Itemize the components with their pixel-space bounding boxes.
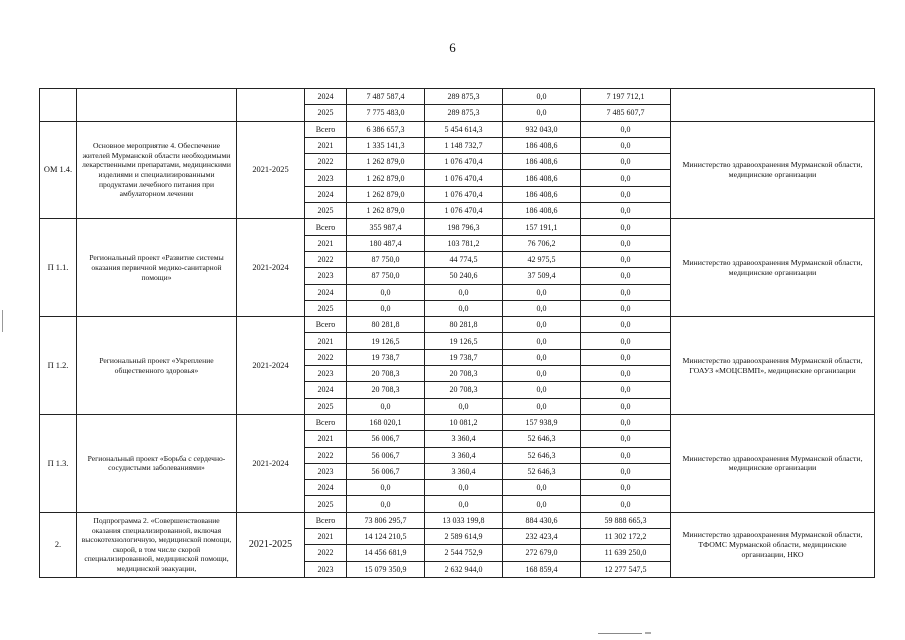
- other-cell: 7 197 712,1: [581, 89, 671, 105]
- table-row: [40, 317, 875, 333]
- total-cell: 355 987,4: [347, 219, 425, 235]
- total-cell: 0,0: [347, 398, 425, 414]
- row-period: 2021-2025: [237, 121, 305, 219]
- federal-cell: 0,0: [425, 496, 503, 512]
- total-cell: 14 124 210,5: [347, 529, 425, 545]
- scan-artifact: [2, 310, 3, 332]
- total-cell: 14 456 681,9: [347, 545, 425, 561]
- row-code: [40, 89, 77, 122]
- regional-cell: 76 706,2: [503, 235, 581, 251]
- year-cell: Всего: [305, 219, 347, 235]
- federal-cell: 198 796,3: [425, 219, 503, 235]
- total-cell: 0,0: [347, 300, 425, 316]
- row-name: Региональный проект «Борьба с сердечно-сосудистыми заболеваниями»: [77, 414, 237, 512]
- other-cell: 0,0: [581, 186, 671, 202]
- regional-cell: 52 646,3: [503, 431, 581, 447]
- total-cell: 1 262 879,0: [347, 154, 425, 170]
- row-code: 2.: [40, 512, 77, 577]
- year-cell: 2021: [305, 529, 347, 545]
- regional-cell: 0,0: [503, 333, 581, 349]
- total-cell: 19 738,7: [347, 349, 425, 365]
- regional-cell: 232 423,4: [503, 529, 581, 545]
- row-period: 2021-2024: [237, 219, 305, 317]
- year-cell: 2022: [305, 447, 347, 463]
- federal-cell: 1 076 470,4: [425, 203, 503, 219]
- year-cell: 2025: [305, 398, 347, 414]
- other-cell: 0,0: [581, 251, 671, 267]
- other-cell: 0,0: [581, 219, 671, 235]
- total-cell: 1 262 879,0: [347, 203, 425, 219]
- row-code: П 1.1.: [40, 219, 77, 317]
- year-cell: 2021: [305, 333, 347, 349]
- federal-cell: 1 148 732,7: [425, 137, 503, 153]
- row-period: [237, 89, 305, 122]
- row-period: 2021-2024: [237, 414, 305, 512]
- row-executor: [671, 89, 875, 122]
- regional-cell: 0,0: [503, 496, 581, 512]
- other-cell: 0,0: [581, 203, 671, 219]
- row-executor: Министерство здравоохранения Мурманской области, медицинские организации: [671, 219, 875, 317]
- total-cell: 20 708,3: [347, 366, 425, 382]
- federal-cell: 0,0: [425, 284, 503, 300]
- other-cell: 0,0: [581, 414, 671, 430]
- total-cell: 1 262 879,0: [347, 186, 425, 202]
- regional-cell: 272 679,0: [503, 545, 581, 561]
- year-cell: 2025: [305, 203, 347, 219]
- federal-cell: 2 589 614,9: [425, 529, 503, 545]
- table-row: [40, 414, 875, 430]
- row-executor: Министерство здравоохранения Мурманской области, ТФОМС Мурманской области, медицинские организации, НКО: [671, 512, 875, 577]
- other-cell: 0,0: [581, 154, 671, 170]
- regional-cell: 0,0: [503, 366, 581, 382]
- federal-cell: 19 738,7: [425, 349, 503, 365]
- year-cell: 2024: [305, 480, 347, 496]
- federal-cell: 2 632 944,0: [425, 561, 503, 577]
- federal-cell: 20 708,3: [425, 366, 503, 382]
- regional-cell: 0,0: [503, 480, 581, 496]
- year-cell: 2022: [305, 545, 347, 561]
- funding-table: [39, 88, 875, 578]
- row-executor: Министерство здравоохранения Мурманской области, медицинские организации: [671, 121, 875, 219]
- total-cell: 80 281,8: [347, 317, 425, 333]
- regional-cell: 42 975,5: [503, 251, 581, 267]
- federal-cell: 19 126,5: [425, 333, 503, 349]
- other-cell: 12 277 547,5: [581, 561, 671, 577]
- year-cell: 2022: [305, 251, 347, 267]
- other-cell: 0,0: [581, 349, 671, 365]
- scan-artifact: [598, 633, 642, 634]
- federal-cell: 289 875,3: [425, 89, 503, 105]
- federal-cell: 3 360,4: [425, 447, 503, 463]
- regional-cell: 168 859,4: [503, 561, 581, 577]
- regional-cell: 37 509,4: [503, 268, 581, 284]
- regional-cell: 0,0: [503, 89, 581, 105]
- total-cell: 87 750,0: [347, 251, 425, 267]
- total-cell: 56 006,7: [347, 463, 425, 479]
- federal-cell: 80 281,8: [425, 317, 503, 333]
- regional-cell: 186 408,6: [503, 203, 581, 219]
- year-cell: 2025: [305, 496, 347, 512]
- total-cell: 0,0: [347, 284, 425, 300]
- total-cell: 73 806 295,7: [347, 512, 425, 528]
- year-cell: 2024: [305, 284, 347, 300]
- year-cell: Всего: [305, 121, 347, 137]
- federal-cell: 0,0: [425, 398, 503, 414]
- total-cell: 0,0: [347, 496, 425, 512]
- total-cell: 7 487 587,4: [347, 89, 425, 105]
- row-executor: Министерство здравоохранения Мурманской области, медицинские организации: [671, 414, 875, 512]
- regional-cell: 0,0: [503, 349, 581, 365]
- year-cell: Всего: [305, 512, 347, 528]
- federal-cell: 103 781,2: [425, 235, 503, 251]
- year-cell: 2024: [305, 382, 347, 398]
- year-cell: 2021: [305, 431, 347, 447]
- regional-cell: 0,0: [503, 284, 581, 300]
- year-cell: Всего: [305, 317, 347, 333]
- table-row: [40, 121, 875, 137]
- row-period: 2021-2025: [237, 512, 305, 577]
- row-code: П 1.3.: [40, 414, 77, 512]
- other-cell: 11 639 250,0: [581, 545, 671, 561]
- federal-cell: 289 875,3: [425, 105, 503, 121]
- year-cell: 2022: [305, 154, 347, 170]
- total-cell: 87 750,0: [347, 268, 425, 284]
- other-cell: 0,0: [581, 317, 671, 333]
- federal-cell: 13 033 199,8: [425, 512, 503, 528]
- other-cell: 0,0: [581, 463, 671, 479]
- page-number: 6: [449, 40, 456, 55]
- regional-cell: 0,0: [503, 105, 581, 121]
- regional-cell: 52 646,3: [503, 463, 581, 479]
- row-executor: Министерство здравоохранения Мурманской области, ГОАУЗ «МОЦСВМП», медицинские организации: [671, 317, 875, 415]
- table-row: [40, 219, 875, 235]
- year-cell: 2021: [305, 235, 347, 251]
- regional-cell: 157 938,9: [503, 414, 581, 430]
- regional-cell: 884 430,6: [503, 512, 581, 528]
- total-cell: 56 006,7: [347, 431, 425, 447]
- regional-cell: 157 191,1: [503, 219, 581, 235]
- federal-cell: 10 081,2: [425, 414, 503, 430]
- federal-cell: 44 774,5: [425, 251, 503, 267]
- year-cell: 2024: [305, 89, 347, 105]
- regional-cell: 0,0: [503, 317, 581, 333]
- year-cell: 2023: [305, 463, 347, 479]
- federal-cell: 1 076 470,4: [425, 186, 503, 202]
- total-cell: 6 386 657,3: [347, 121, 425, 137]
- scan-artifact: [645, 632, 651, 634]
- other-cell: 0,0: [581, 480, 671, 496]
- total-cell: 0,0: [347, 480, 425, 496]
- federal-cell: 50 240,6: [425, 268, 503, 284]
- row-name: Региональный проект «Укрепление общественного здоровья»: [77, 317, 237, 415]
- federal-cell: 1 076 470,4: [425, 170, 503, 186]
- other-cell: 0,0: [581, 398, 671, 414]
- other-cell: 0,0: [581, 382, 671, 398]
- table-row: [40, 89, 875, 105]
- other-cell: 0,0: [581, 300, 671, 316]
- year-cell: 2025: [305, 300, 347, 316]
- regional-cell: 186 408,6: [503, 154, 581, 170]
- other-cell: 0,0: [581, 268, 671, 284]
- year-cell: 2023: [305, 170, 347, 186]
- regional-cell: 52 646,3: [503, 447, 581, 463]
- other-cell: 0,0: [581, 235, 671, 251]
- total-cell: 1 335 141,3: [347, 137, 425, 153]
- other-cell: 0,0: [581, 366, 671, 382]
- row-code: ОМ 1.4.: [40, 121, 77, 219]
- other-cell: 0,0: [581, 431, 671, 447]
- row-name: Подпрограмма 2. «Совершенствование оказания специализированной, включая высокотехнологичную, медицинской помощи, скорой, в том числе скорой специализированной, медицинской помощи, медицинской эвакуации,: [77, 512, 237, 577]
- federal-cell: 0,0: [425, 300, 503, 316]
- year-cell: 2022: [305, 349, 347, 365]
- federal-cell: 3 360,4: [425, 463, 503, 479]
- year-cell: 2023: [305, 268, 347, 284]
- year-cell: 2024: [305, 186, 347, 202]
- total-cell: 19 126,5: [347, 333, 425, 349]
- other-cell: 0,0: [581, 284, 671, 300]
- other-cell: 11 302 172,2: [581, 529, 671, 545]
- year-cell: 2021: [305, 137, 347, 153]
- row-period: 2021-2024: [237, 317, 305, 415]
- row-name: Региональный проект «Развитие системы оказания первичной медико-санитарной помощи»: [77, 219, 237, 317]
- regional-cell: 932 043,0: [503, 121, 581, 137]
- total-cell: 56 006,7: [347, 447, 425, 463]
- year-cell: Всего: [305, 414, 347, 430]
- regional-cell: 0,0: [503, 398, 581, 414]
- federal-cell: 1 076 470,4: [425, 154, 503, 170]
- other-cell: 0,0: [581, 137, 671, 153]
- other-cell: 0,0: [581, 170, 671, 186]
- total-cell: 168 020,1: [347, 414, 425, 430]
- regional-cell: 186 408,6: [503, 186, 581, 202]
- federal-cell: 2 544 752,9: [425, 545, 503, 561]
- row-name: [77, 89, 237, 122]
- regional-cell: 186 408,6: [503, 137, 581, 153]
- table-row: [40, 512, 875, 528]
- year-cell: 2023: [305, 366, 347, 382]
- federal-cell: 5 454 614,3: [425, 121, 503, 137]
- total-cell: 15 079 350,9: [347, 561, 425, 577]
- row-name: Основное мероприятие 4. Обеспечение жителей Мурманской области необходимыми лекарственными препаратами, медицинскими изделиями и специализированными продуктами лечебного питания при амбулаторном лечении: [77, 121, 237, 219]
- row-code: П 1.2.: [40, 317, 77, 415]
- regional-cell: 0,0: [503, 300, 581, 316]
- federal-cell: 3 360,4: [425, 431, 503, 447]
- year-cell: 2025: [305, 105, 347, 121]
- other-cell: 0,0: [581, 121, 671, 137]
- other-cell: 0,0: [581, 447, 671, 463]
- other-cell: 59 888 665,3: [581, 512, 671, 528]
- other-cell: 0,0: [581, 496, 671, 512]
- other-cell: 0,0: [581, 333, 671, 349]
- other-cell: 7 485 607,7: [581, 105, 671, 121]
- year-cell: 2023: [305, 561, 347, 577]
- federal-cell: 0,0: [425, 480, 503, 496]
- regional-cell: 186 408,6: [503, 170, 581, 186]
- total-cell: 20 708,3: [347, 382, 425, 398]
- total-cell: 1 262 879,0: [347, 170, 425, 186]
- regional-cell: 0,0: [503, 382, 581, 398]
- total-cell: 7 775 483,0: [347, 105, 425, 121]
- total-cell: 180 487,4: [347, 235, 425, 251]
- federal-cell: 20 708,3: [425, 382, 503, 398]
